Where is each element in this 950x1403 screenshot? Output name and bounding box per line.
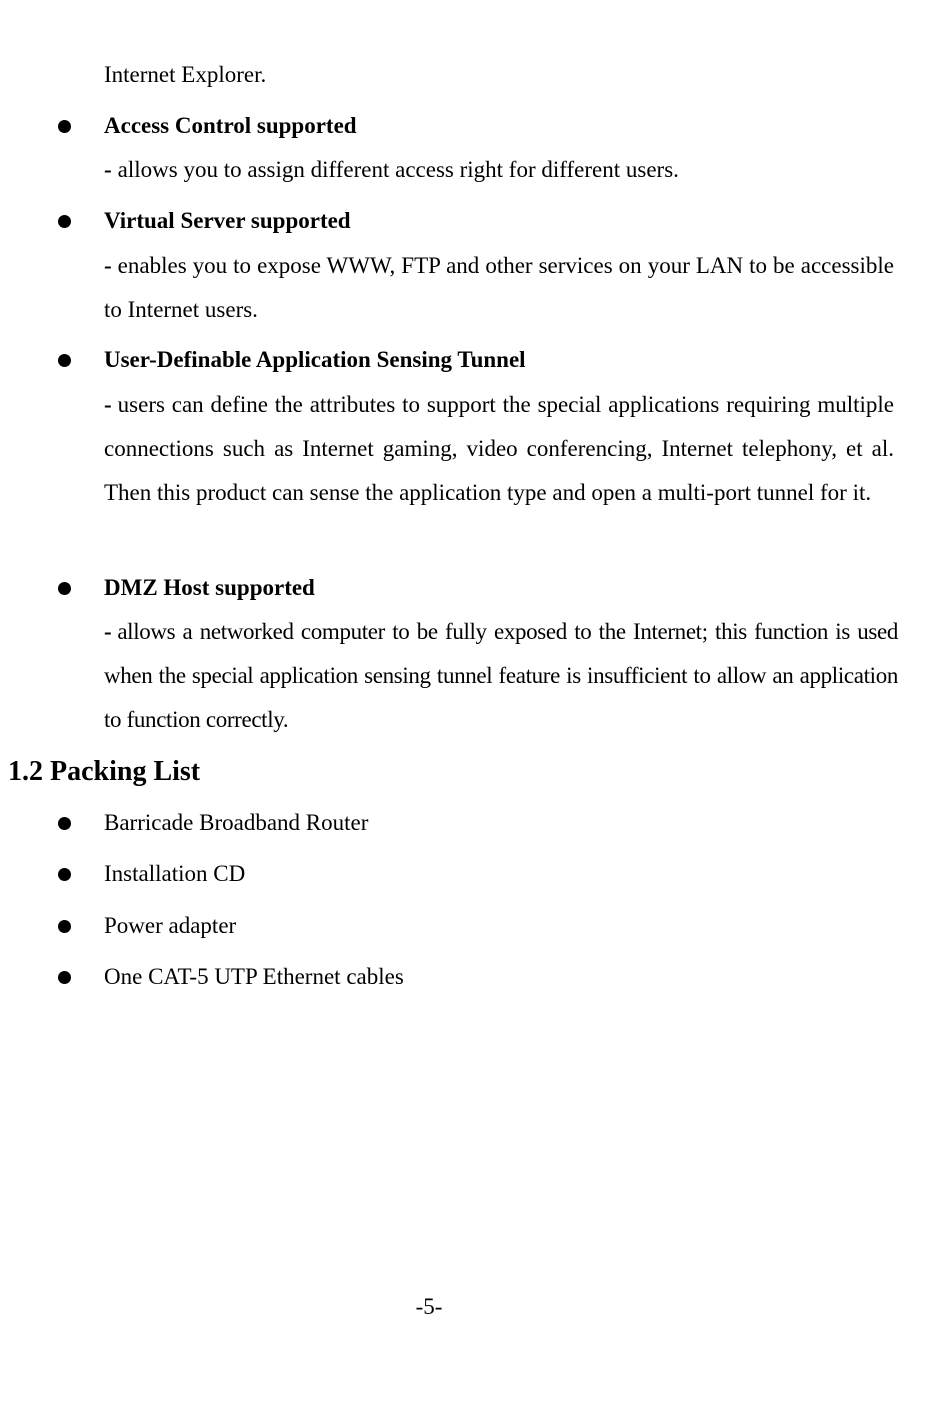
feature-description-application-tunnel <box>104 383 894 515</box>
bullet-icon <box>58 971 71 984</box>
feature-title-virtual-server: Virtual Server supported <box>104 208 351 233</box>
packing-list-item: Installation CD <box>104 861 246 886</box>
feature-description-access-control <box>104 155 679 185</box>
dash: - <box>104 619 112 644</box>
bullet-icon <box>58 354 71 367</box>
feature-title-application-tunnel: User-Definable Application Sensing Tunnel <box>104 347 526 372</box>
packing-list-item: Barricade Broadband Router <box>104 810 369 835</box>
dash: - <box>104 392 112 417</box>
bullet-icon <box>58 120 71 133</box>
feature-description-text: users can define the attributes to support the special applications requiring multiple connections such as Internet gaming, video conferencing, Internet telephony, et al. Then this product can sense the application type and open a multi-port tunnel for it. <box>104 392 894 505</box>
bullet-icon <box>58 817 71 830</box>
feature-description-text: enables you to expose WWW, FTP and other services on your LAN to be accessible to Internet users. <box>104 253 894 322</box>
bullet-icon <box>58 920 71 933</box>
feature-title-access-control: Access Control supported <box>104 113 357 138</box>
packing-list-item: One CAT-5 UTP Ethernet cables <box>104 964 404 989</box>
dash: - <box>104 157 112 182</box>
packing-list-item: Power adapter <box>104 913 237 938</box>
bullet-icon <box>58 215 71 228</box>
intro-continuation: Internet Explorer. <box>104 62 267 87</box>
feature-description-virtual-server <box>104 244 894 332</box>
bullet-icon <box>58 868 71 881</box>
page-number: -5- <box>415 1294 443 1319</box>
feature-description-dmz-host <box>104 610 898 742</box>
feature-description-text: allows you to assign different access right for different users. <box>117 157 679 182</box>
bullet-icon <box>58 582 71 595</box>
section-heading-packing-list: 1.2 Packing List <box>8 756 201 787</box>
dash: - <box>104 253 112 278</box>
feature-title-dmz-host: DMZ Host supported <box>104 575 315 600</box>
feature-description-text: allows a networked computer to be fully exposed to the Internet; this function is used when the special application sensing tunnel feature is insufficient to allow an application to function correctly. <box>104 619 898 732</box>
